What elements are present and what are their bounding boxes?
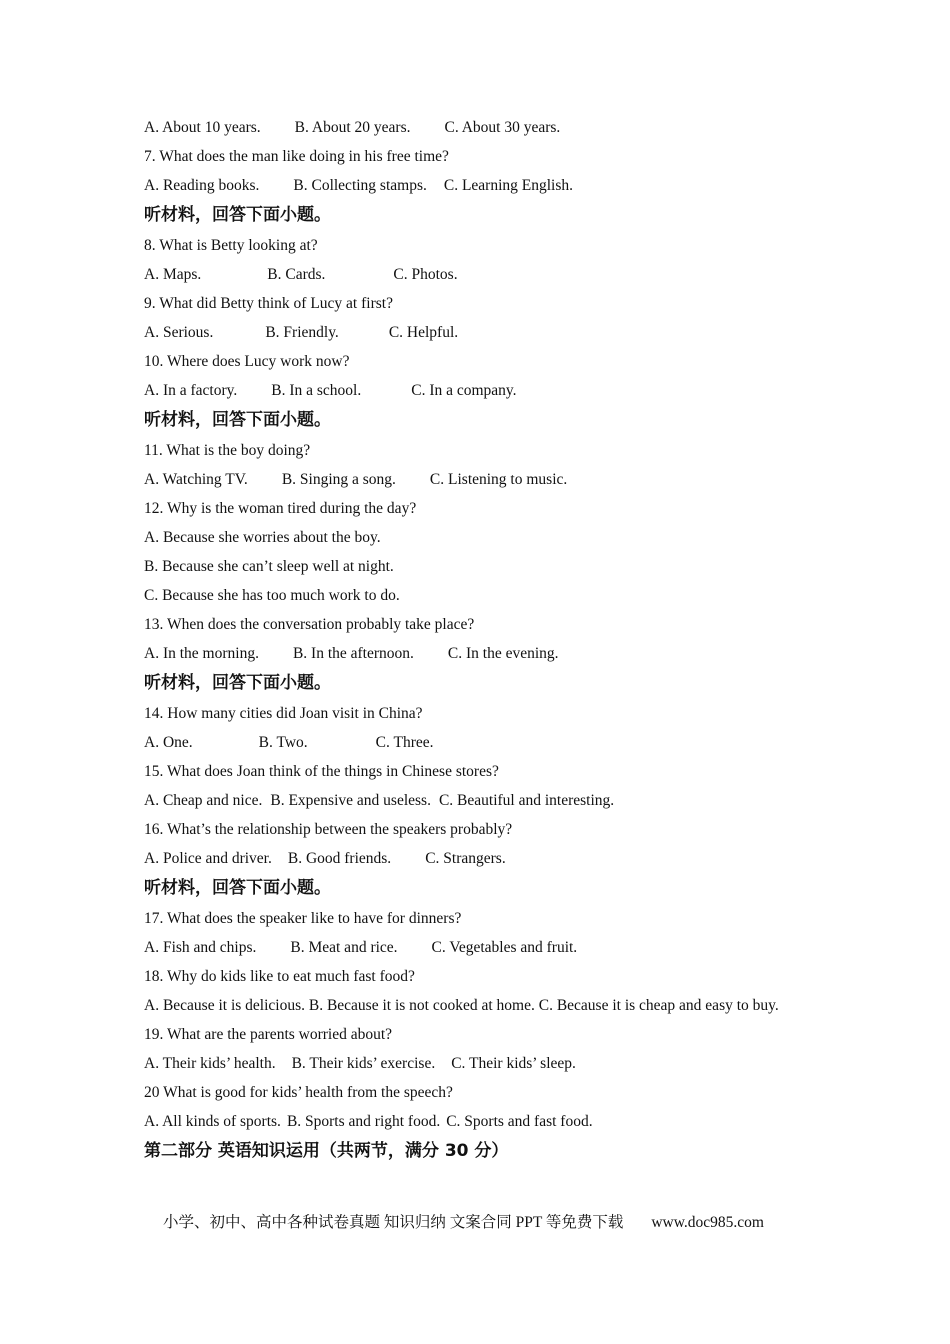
- section-heading: 听材料，回答下面小题。: [144, 673, 331, 693]
- answer-option: A. In the morning.: [144, 645, 259, 662]
- answer-options: [144, 171, 816, 200]
- answer-option: A. One.: [144, 734, 193, 751]
- answer-options: [144, 1049, 816, 1078]
- answer-option: B. Expensive and useless.: [270, 792, 431, 809]
- question-text: 13. When does the conversation probably take place?: [144, 616, 475, 633]
- answer-options: [144, 376, 816, 405]
- answer-options: [144, 844, 816, 873]
- question-text: 18. Why do kids like to eat much fast food?: [144, 968, 415, 985]
- answer-option: B. Collecting stamps.: [293, 177, 427, 194]
- answer-option: C. About 30 years.: [444, 119, 561, 136]
- answer-option: B. Meat and rice.: [290, 939, 398, 956]
- answer-option: C. In the evening.: [447, 645, 559, 662]
- question-text: 7. What does the man like doing in his free time?: [144, 148, 449, 165]
- question-text: 14. How many cities did Joan visit in China?: [144, 705, 423, 722]
- answer-option: C. In a company.: [411, 382, 517, 399]
- question-text: 12. Why is the woman tired during the day?: [144, 500, 417, 517]
- answer-option: B. Singing a song.: [281, 471, 396, 488]
- answer-option: C. Learning English.: [443, 177, 574, 194]
- answer-option: A. Reading books.: [144, 177, 260, 194]
- answer-option: A. Fish and chips.: [144, 939, 257, 956]
- answer-options: [144, 465, 816, 494]
- answer-option: B. Good friends.: [287, 850, 392, 867]
- question-text: 8. What is Betty looking at?: [144, 237, 318, 254]
- answer-option: A. Cheap and nice.: [144, 792, 263, 809]
- answer-option: B. Friendly.: [265, 324, 339, 341]
- section-heading: 第二部分 英语知识运用（共两节，满分 30 分）: [144, 1141, 509, 1161]
- answer-option: A. Maps.: [144, 266, 202, 283]
- answer-option: C. Sports and fast food.: [446, 1113, 593, 1130]
- section-heading: 听材料，回答下面小题。: [144, 878, 331, 898]
- answer-option: B. In the afternoon.: [292, 645, 414, 662]
- answer-option: C. Beautiful and interesting.: [438, 792, 615, 809]
- answer-option: C. Because she has too much work to do.: [144, 587, 400, 604]
- answer-option: C. Vegetables and fruit.: [431, 939, 578, 956]
- exam-content: [144, 113, 816, 1167]
- answer-option: C. Three.: [375, 734, 434, 751]
- answer-options: [144, 728, 816, 757]
- answer-options: [144, 260, 816, 289]
- answer-option: B. Cards.: [267, 266, 326, 283]
- answer-option: B. In a school.: [271, 382, 362, 399]
- section-heading: 听材料，回答下面小题。: [144, 410, 331, 430]
- answer-options: [144, 786, 816, 815]
- answer-options: A. Because it is delicious. B. Because it is not cooked at home. C. Because it is cheap and easy to buy.: [144, 997, 779, 1014]
- answer-options: [144, 318, 816, 347]
- answer-option: A. In a factory.: [144, 382, 238, 399]
- question-text: 17. What does the speaker like to have for dinners?: [144, 910, 462, 927]
- answer-option: B. Their kids’ exercise.: [291, 1055, 436, 1072]
- page-footer: [163, 1212, 803, 1234]
- footer-url: www.doc985.com: [651, 1214, 764, 1231]
- footer-text: 小学、初中、高中各种试卷真题 知识归纳 文案合同 PPT 等免费下载: [163, 1214, 624, 1231]
- answer-option: A. Their kids’ health.: [144, 1055, 276, 1072]
- question-text: 16. What’s the relationship between the speakers probably?: [144, 821, 513, 838]
- answer-option: C. Strangers.: [425, 850, 506, 867]
- answer-option: B. Two.: [258, 734, 308, 751]
- section-heading: 听材料，回答下面小题。: [144, 205, 331, 225]
- answer-option: C. Helpful.: [388, 324, 459, 341]
- answer-option: B. Sports and right food.: [286, 1113, 441, 1130]
- question-text: 10. Where does Lucy work now?: [144, 353, 350, 370]
- question-text: 9. What did Betty think of Lucy at first?: [144, 295, 393, 312]
- question-text: 19. What are the parents worried about?: [144, 1026, 393, 1043]
- answer-options: [144, 1107, 816, 1136]
- question-text: 11. What is the boy doing?: [144, 442, 311, 459]
- answer-option: C. Listening to music.: [429, 471, 568, 488]
- answer-option: A. Watching TV.: [144, 471, 248, 488]
- answer-option: C. Their kids’ sleep.: [451, 1055, 576, 1072]
- answer-option: A. About 10 years.: [144, 119, 261, 136]
- answer-option: A. All kinds of sports.: [144, 1113, 281, 1130]
- answer-option: A. Because she worries about the boy.: [144, 529, 381, 546]
- question-text: 15. What does Joan think of the things in Chinese stores?: [144, 763, 499, 780]
- answer-option: C. Photos.: [393, 266, 458, 283]
- answer-option: A. Police and driver.: [144, 850, 272, 867]
- answer-options: [144, 639, 816, 668]
- answer-options: [144, 113, 816, 142]
- answer-options: [144, 933, 816, 962]
- answer-option: A. Serious.: [144, 324, 214, 341]
- question-text: 20 What is good for kids’ health from the speech?: [144, 1084, 453, 1101]
- answer-option: B. Because she can’t sleep well at night.: [144, 558, 394, 575]
- answer-option: B. About 20 years.: [294, 119, 411, 136]
